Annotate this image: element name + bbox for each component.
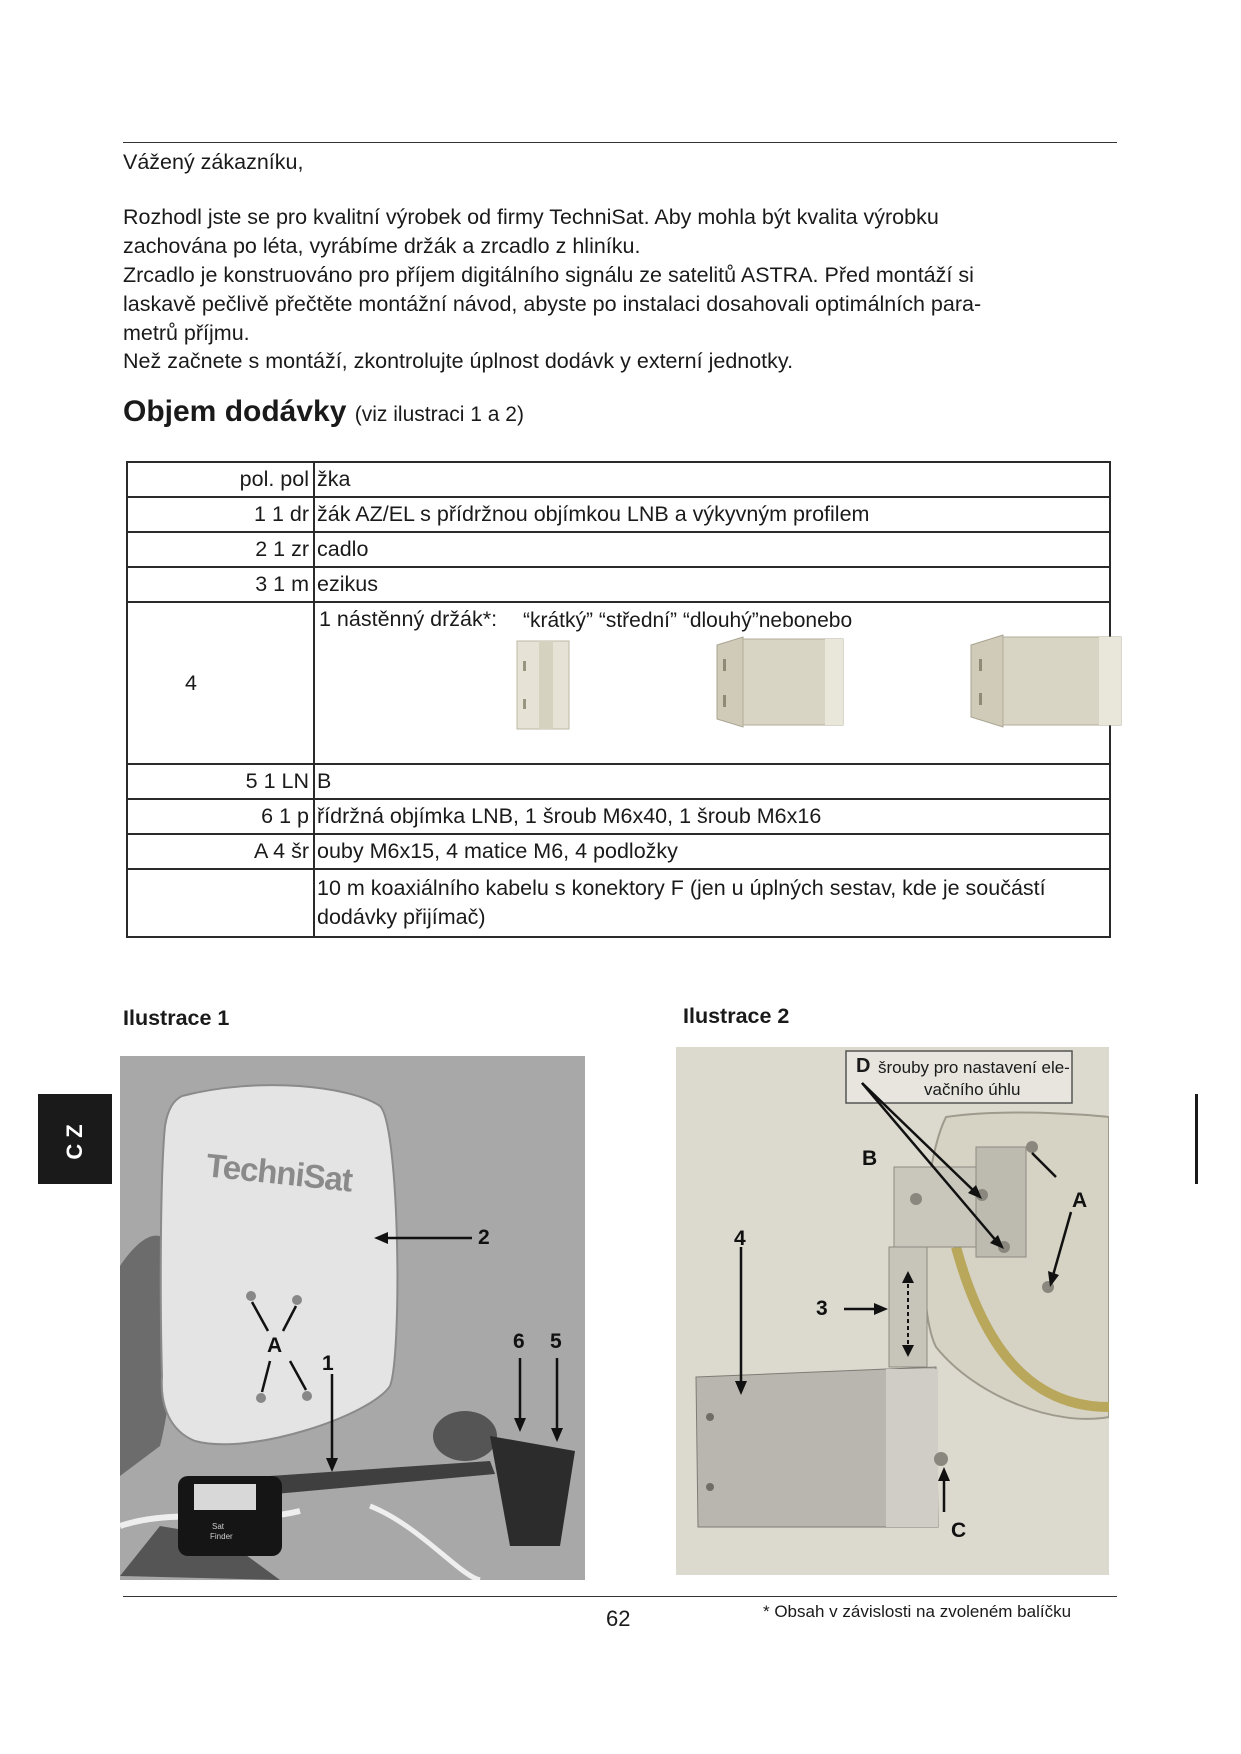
language-tab-text: CZ [62,1118,87,1160]
bottom-rule [123,1596,1117,1597]
table-row [127,532,1110,567]
table-cell-item: cadlo [314,532,1110,567]
table-row [127,869,1110,937]
table-cell-num: 2 1 zr [127,532,314,567]
table-header-c2: žka [314,462,1110,497]
table-row-wall-brackets [127,602,1110,764]
wall-bracket-cell [314,602,1110,764]
label-b: B [862,1147,878,1170]
table-header-row [127,462,1110,497]
label-a: A [1072,1189,1088,1212]
callout-text-2: vačního úhlu [924,1080,1021,1099]
illustration-2-photo [676,1047,1109,1575]
page-number: 62 [606,1606,631,1631]
section-heading-main: Objem dodávky [123,395,347,428]
illustration-1-title: Ilustrace 1 [123,1006,230,1030]
meter-label-finder: Finder [210,1532,233,1541]
contents-table [126,461,1111,938]
meter-label-sat: Sat [212,1522,225,1531]
table-cell-num: 3 1 m [127,567,314,602]
wall-bracket-label: 1 nástěnný držák*: [319,607,498,631]
table-cell-item: B [314,764,1110,799]
label-4: 4 [734,1227,746,1250]
intro-line-3: Zrcadlo je konstruováno pro příjem digitálního signálu ze satelitů ASTRA. Před montáží si [123,263,974,287]
top-rule [123,142,1117,143]
greeting: Vážený zákazníku, [123,150,304,174]
table-cell-item: ezikus [314,567,1110,602]
label-6: 6 [513,1330,525,1353]
table-cell-num: 4 [127,602,314,764]
illustration-2-title: Ilustrace 2 [683,1004,790,1028]
label-2: 2 [478,1226,490,1249]
section-heading-sub: (viz ilustraci 1 a 2) [354,403,524,426]
table-cell-item: 10 m koaxiálního kabelu s konektory F (jen u úplných sestav, kde je součástí dodávky přijímač) [314,869,1110,937]
table-cell-num: A 4 šr [127,834,314,869]
dish-mounting-drawing [120,1056,585,1580]
section-heading [123,395,524,429]
wall-bracket-options: “krátký” “střední” “dlouhý”nebonebo [523,609,853,632]
table-cell-item: žák AZ/EL s přídržnou objímkou LNB a výkyvným profilem [314,497,1110,532]
intro-line-2: zachována po léta, vyrábíme držák a zrcadlo z hliníku. [123,234,641,258]
table-cell-num: 6 1 p [127,799,314,834]
table-cell-num: 1 1 dr [127,497,314,532]
callout-text-1: šrouby pro nastavení ele- [878,1058,1070,1077]
table-header-c1: pol. pol [127,462,314,497]
table-cell-item: řídržná objímka LNB, 1 šroub M6x40, 1 šroub M6x16 [314,799,1110,834]
intro-line-1: Rozhodl jste se pro kvalitní výrobek od firmy TechniSat. Aby mohla být kvalita výrobku [123,205,939,229]
short-bracket-image [515,639,571,731]
medium-bracket-image [713,633,853,731]
label-3: 3 [816,1297,828,1320]
table-row [127,799,1110,834]
margin-marker [1195,1094,1198,1184]
dish-brand-text: TechniSat [204,1146,354,1199]
table-cell-item: ouby M6x15, 4 matice M6, 4 podložky [314,834,1110,869]
intro-line-5: metrů příjmu. [123,321,250,345]
wall-bracket-drawing [676,1047,1109,1575]
label-5: 5 [550,1330,562,1353]
table-cell-num: 5 1 LN [127,764,314,799]
intro-line-4: laskavě pečlivě přečtěte montážní návod, abyste po instalaci dosahovali optimálních para- [123,292,982,316]
table-cell-num [127,869,314,937]
intro-line-6: Než začnete s montáží, zkontrolujte úplnost dodávk y externí jednotky. [123,349,794,373]
table-row [127,764,1110,799]
label-1: 1 [322,1352,334,1375]
table-row [127,497,1110,532]
long-bracket-image [967,631,1129,731]
table-row [127,834,1110,869]
language-tab [38,1094,112,1184]
callout-letter-d: D [856,1055,871,1077]
label-a: A [267,1334,283,1357]
label-c: C [951,1519,967,1542]
illustration-1-photo [120,1056,585,1580]
table-row [127,567,1110,602]
footnote: * Obsah v závislosti na zvoleném balíčku [763,1602,1072,1621]
